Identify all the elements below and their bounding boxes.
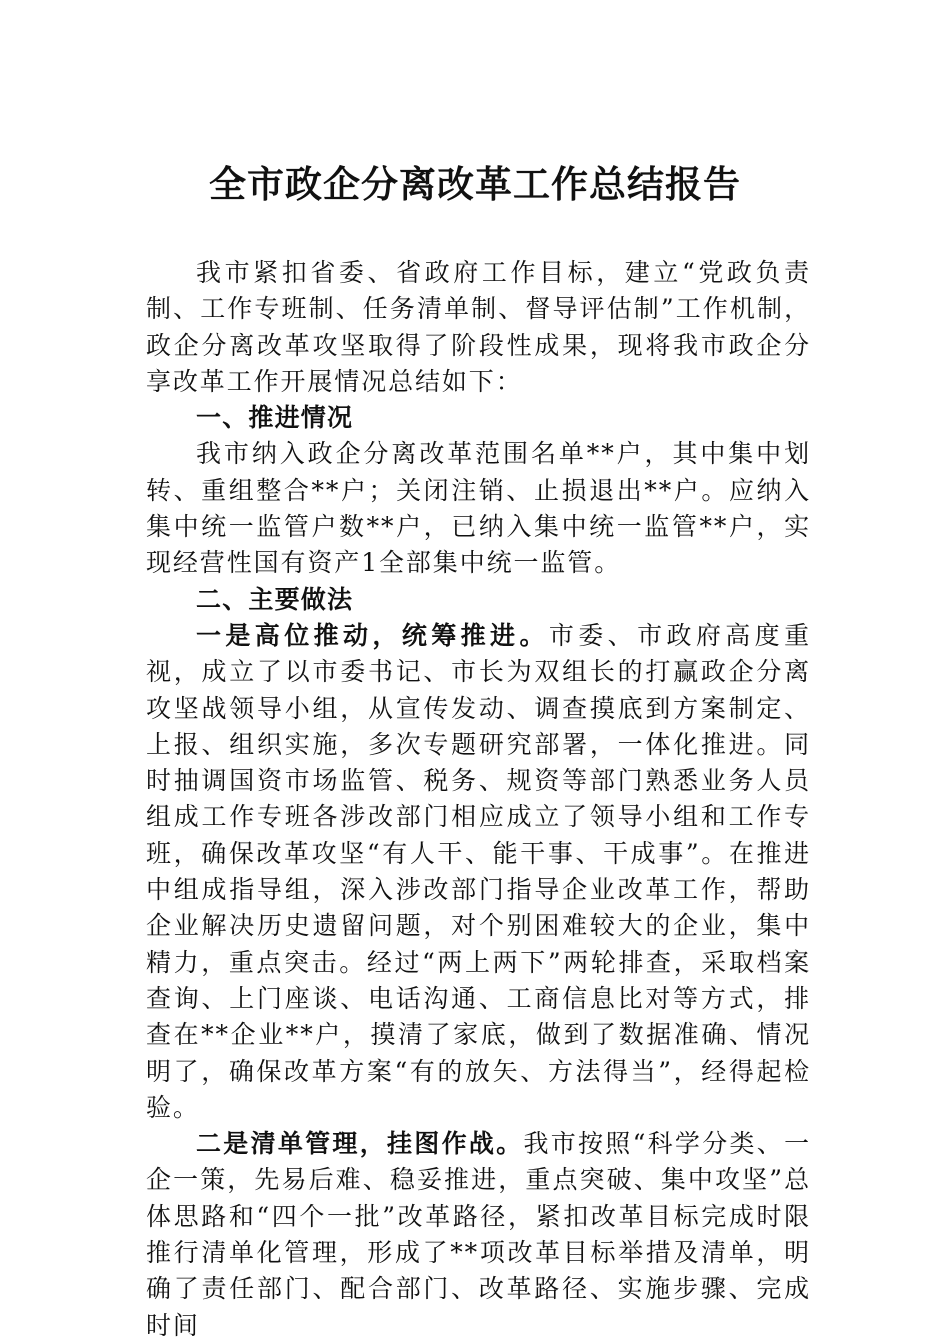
progress-paragraph bbox=[146, 436, 811, 581]
section-heading-methods: 二、主要做法 bbox=[196, 584, 354, 614]
document-title: 全市政企分离改革工作总结报告 bbox=[209, 162, 741, 206]
paragraph-text: 我市纳入政企分离改革范围名单**户，其中集中划转、重组整合**户；关闭注销、止损退出**户。应纳入集中统一监管户数**户，已纳入集中统一监管**户，实现经营性国有资产1全部集中统一监管。 bbox=[146, 439, 811, 578]
intro-paragraph: 我市紧扣省委、省政府工作目标，建立“党政负责制、工作专班制、任务清单制、督导评估制”工作机制，政企分离改革攻坚取得了阶段性成果，现将我市政企分享改革工作开展情况总结如下： bbox=[146, 258, 811, 396]
document-body bbox=[146, 255, 811, 1344]
paragraph-lead: 二是清单管理，挂图作战。 bbox=[196, 1129, 524, 1159]
paragraph-text: 我市按照“科学分类、一企一策，先易后难、稳妥推进，重点突破、集中攻坚”总体思路和“四个一批”改革路径，紧扣改革目标完成时限推行清单化管理，形成了**项改革目标举措及清单，明确了责任部门、配合部门、改革路径、实施步骤、完成时间 bbox=[146, 1129, 811, 1340]
section-heading-progress: 一、推进情况 bbox=[196, 403, 354, 433]
methods-paragraph-1 bbox=[146, 618, 811, 1126]
paragraph-text: 市委、市政府高度重视，成立了以市委书记、市长为双组长的打赢政企分离攻坚战领导小组，从宣传发动、调查摸底到方案制定、上报、组织实施，多次专题研究部署，一体化推进。同时抽调国资市场监管、税务、规资等部门熟悉业务人员组成工作专班各涉改部门相应成立了领导小组和工作专班，确保改革攻坚“有人干、能干事、干成事”。在推进中组成指导组，深入涉改部门指导企业改革工作，帮助企业解决历史遗留问题，对个别困难较大的企业，集中精力，重点突击。经过“两上两下”两轮排查，采取档案查询、上门座谈、电话沟通、工商信息比对等方式，排查在**企业**户，摸清了家底，做到了数据准确、情况明了，确保改革方案“有的放矢、方法得当”，经得起检验。 bbox=[146, 620, 811, 1122]
methods-paragraph-2 bbox=[146, 1126, 811, 1344]
paragraph-lead: 一是高位推动，统筹推进。 bbox=[196, 620, 549, 650]
